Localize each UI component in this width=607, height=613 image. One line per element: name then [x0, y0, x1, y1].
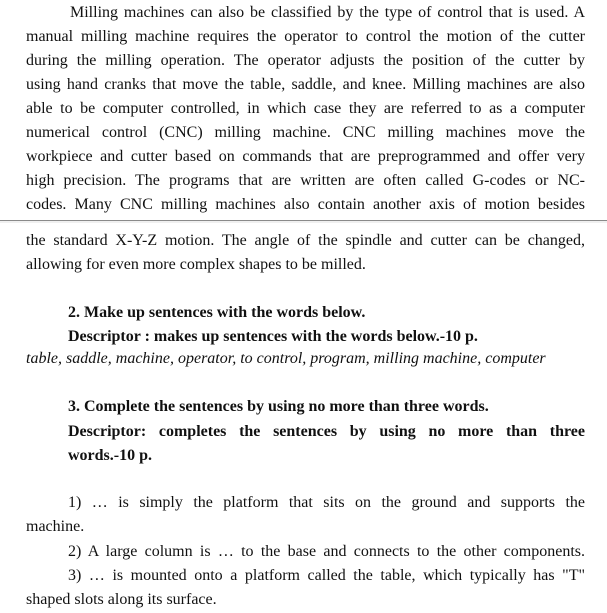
paragraph-line: Milling machines can also be classified by the type of control that is used. A [70, 4, 585, 21]
task3-item-3: 3) … is mounted onto a platform called the table, which typically has "T" [68, 567, 585, 584]
task2-descriptor: Descriptor : makes up sentences with the words below.-10 p. [68, 328, 478, 345]
paragraph-line: codes. Many CNC milling machines also contain another axis of motion besides [26, 196, 585, 213]
paragraph-line: using hand cranks that move the table, saddle, and knee. Milling machines are also [26, 76, 585, 93]
paragraph-line: numerical control (CNC) milling machine. CNC milling machines move the [26, 124, 585, 141]
paragraph-line: manual milling machine requires the operator to control the motion of the cutter [26, 28, 585, 45]
task3-descriptor: Descriptor: completes the sentences by using no more than three [68, 423, 585, 440]
task3-item-3-continued: shaped slots along its surface. [26, 591, 217, 608]
task3-item-2: 2) A large column is … to the base and connects to the other components. [68, 543, 585, 560]
paragraph-line: during the milling operation. The operator adjusts the position of the cutter by [26, 52, 585, 69]
continuation-line: allowing for even more complex shapes to be milled. [26, 256, 366, 273]
task3-descriptor-continued: words.-10 p. [68, 447, 153, 464]
task3-title: 3. Complete the sentences by using no more than three words. [68, 398, 489, 415]
task2-title: 2. Make up sentences with the words below. [68, 304, 366, 321]
task3-item-1-continued: machine. [26, 518, 85, 535]
task2-word-list: table, saddle, machine, operator, to control, program, milling machine, computer [26, 350, 546, 367]
paragraph-line: workpiece and cutter based on commands that are preprogrammed and offer very [26, 148, 585, 165]
continuation-line: the standard X-Y-Z motion. The angle of the spindle and cutter can be changed, [26, 232, 585, 249]
paragraph-line: able to be computer controlled, in which case they are referred to as a computer [26, 100, 585, 117]
task3-item-1: 1) … is simply the platform that sits on the ground and supports the [68, 494, 585, 511]
page-break-shadow [0, 221, 607, 223]
paragraph-line: high precision. The programs that are written are often called G-codes or NC- [26, 172, 585, 189]
